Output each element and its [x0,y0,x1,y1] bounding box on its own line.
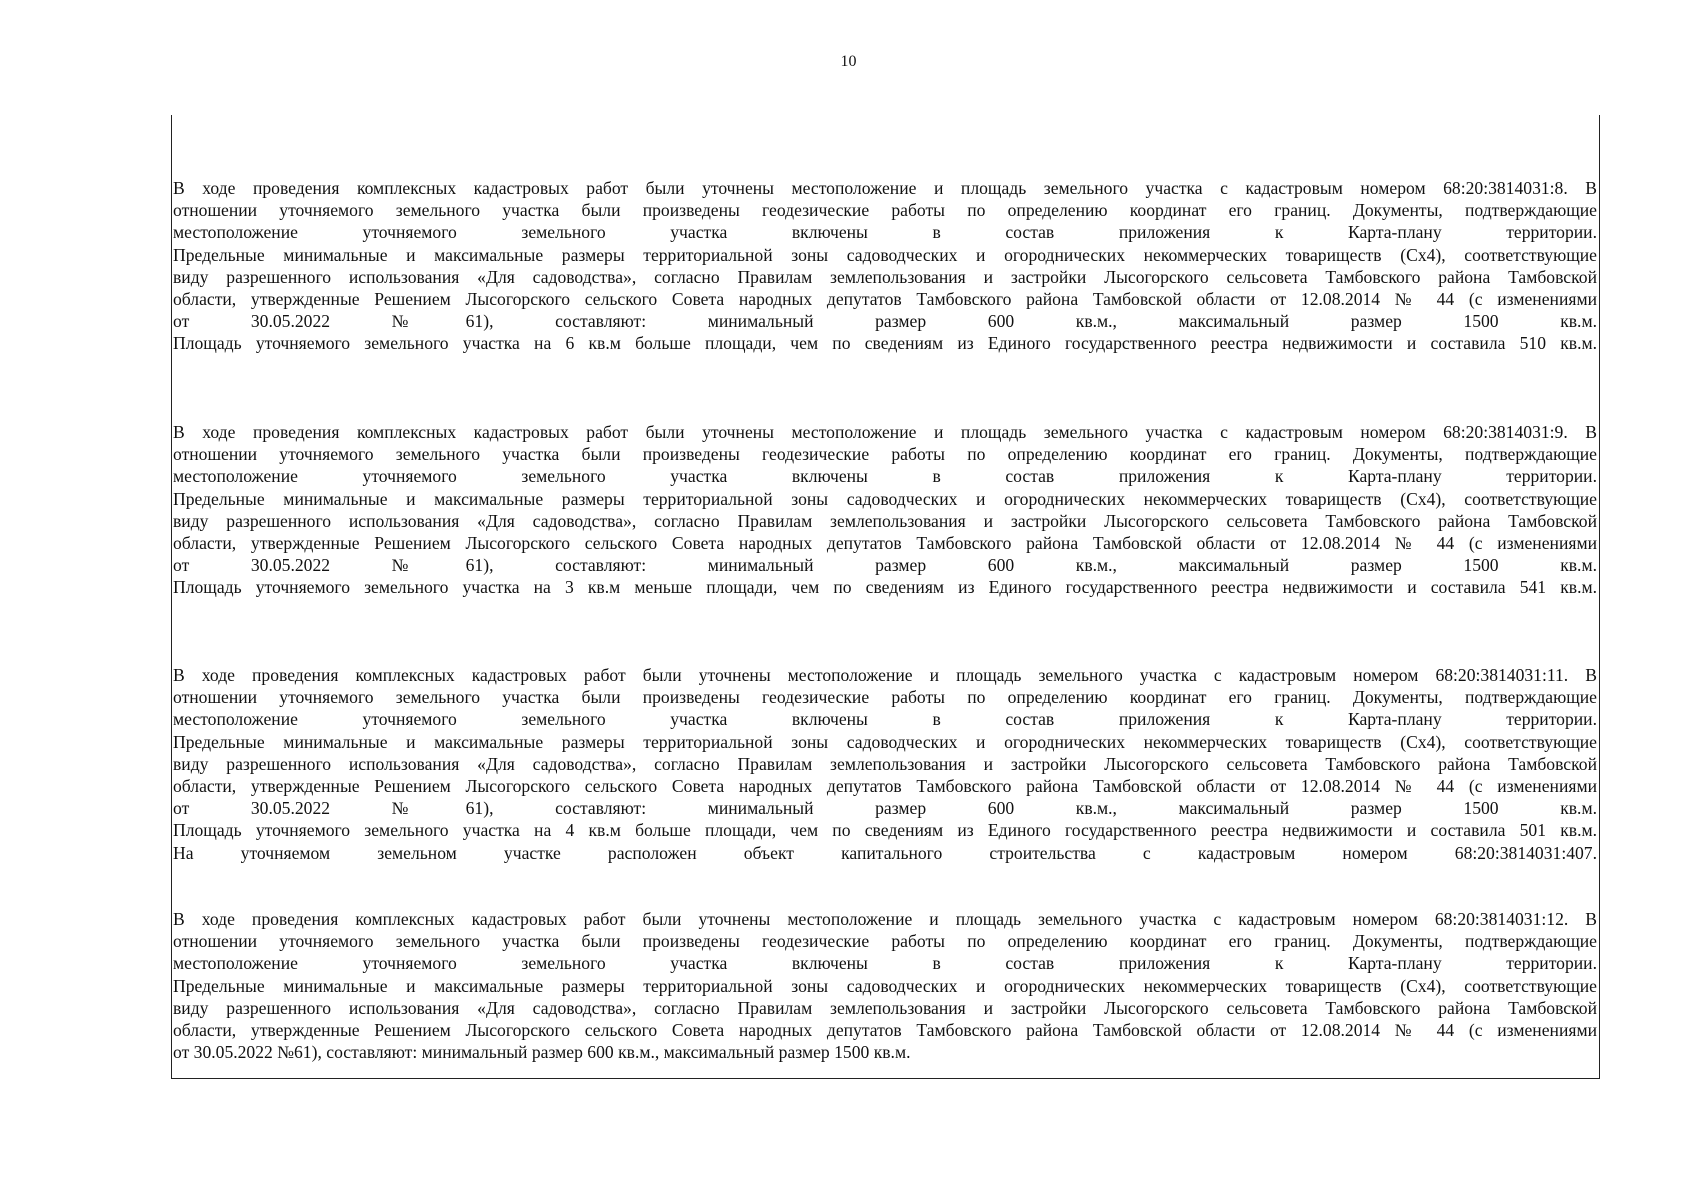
paragraph-line: от 30.05.2022 №61), составляют: минимальный размер 600 кв.м., максимальный размер 1500 кв.м. [173,555,1597,576]
paragraph-line: местоположение уточняемого земельного участка включены в состав приложения к Карта-плану территории. [173,953,1597,974]
paragraph-line: местоположение уточняемого земельного участка включены в состав приложения к Карта-плану территории. [173,709,1597,730]
paragraph-line: области, утвержденные Решением Лысогорского сельского Совета народных депутатов Тамбовского района Тамбовской области от 12.08.2014 № 44 (с изменениями [173,776,1597,797]
paragraph-line: Площадь уточняемого земельного участка на 3 кв.м меньше площади, чем по сведениям из Единого государственного реестра недвижимости и составила 541 кв.м. [173,577,1597,598]
paragraph-line: На уточняемом земельном участке расположен объект капитального строительства с кадастровым номером 68:20:3814031:407. [173,842,1597,863]
paragraph-line: отношении уточняемого земельного участка были произведены геодезические работы по определению координат его границ. Документы, подтверждающие [173,687,1597,708]
paragraph-line: Предельные минимальные и максимальные размеры территориальной зоны садоводческих и огороднических некоммерческих товариществ (Сх4), соответствующие [173,488,1597,509]
paragraph-line: области, утвержденные Решением Лысогорского сельского Совета народных депутатов Тамбовского района Тамбовской области от 12.08.2014 № 44 (с изменениями [173,533,1597,554]
paragraph-line: виду разрешенного использования «Для садоводства», согласно Правилам землепользования и застройки Лысогорского сельсовета Тамбовского района Тамбовской [173,266,1597,287]
paragraph-line: Площадь уточняемого земельного участка на 6 кв.м больше площади, чем по сведениям из Единого государственного реестра недвижимости и составила 510 кв.м. [173,333,1597,354]
paragraph-line: отношении уточняемого земельного участка были произведены геодезические работы по определению координат его границ. Документы, подтверждающие [173,200,1597,221]
paragraph-line: виду разрешенного использования «Для садоводства», согласно Правилам землепользования и застройки Лысогорского сельсовета Тамбовского района Тамбовской [173,997,1597,1018]
paragraph-line: отношении уточняемого земельного участка были произведены геодезические работы по определению координат его границ. Документы, подтверждающие [173,931,1597,952]
paragraph-line: Площадь уточняемого земельного участка на 4 кв.м больше площади, чем по сведениям из Единого государственного реестра недвижимости и составила 501 кв.м. [173,820,1597,841]
paragraph-line: В ходе проведения комплексных кадастровых работ были уточнены местоположение и площадь земельного участка с кадастровым номером 68:20:3814031:11. В [173,665,1597,685]
paragraph-plot-9 [173,421,1597,599]
paragraph-plot-8 [173,177,1597,355]
paragraph-line: местоположение уточняемого земельного участка включены в состав приложения к Карта-плану территории. [173,222,1597,243]
paragraph-line: В ходе проведения комплексных кадастровых работ были уточнены местоположение и площадь земельного участка с кадастровым номером 68:20:3814031:12. В [173,909,1597,929]
paragraph-line: В ходе проведения комплексных кадастровых работ были уточнены местоположение и площадь земельного участка с кадастровым номером 68:20:3814031:9. В [173,422,1597,442]
paragraph-line: В ходе проведения комплексных кадастровых работ были уточнены местоположение и площадь земельного участка с кадастровым номером 68:20:3814031:8. В [173,178,1597,198]
paragraph-plot-11 [173,664,1597,864]
paragraph-line: отношении уточняемого земельного участка были произведены геодезические работы по определению координат его границ. Документы, подтверждающие [173,444,1597,465]
page-number: 10 [840,53,857,70]
paragraph-line: области, утвержденные Решением Лысогорского сельского Совета народных депутатов Тамбовского района Тамбовской области от 12.08.2014 № 44 (с изменениями [173,1020,1597,1041]
paragraph-line: от 30.05.2022 №61), составляют: минимальный размер 600 кв.м., максимальный размер 1500 кв.м. [173,798,1597,819]
paragraph-plot-12 [173,908,1597,1063]
paragraph-line: местоположение уточняемого земельного участка включены в состав приложения к Карта-плану территории. [173,466,1597,487]
paragraph-line: Предельные минимальные и максимальные размеры территориальной зоны садоводческих и огороднических некоммерческих товариществ (Сх4), соответствующие [173,731,1597,752]
paragraph-line: Предельные минимальные и максимальные размеры территориальной зоны садоводческих и огороднических некоммерческих товариществ (Сх4), соответствующие [173,244,1597,265]
paragraph-line: Предельные минимальные и максимальные размеры территориальной зоны садоводческих и огороднических некоммерческих товариществ (Сх4), соответствующие [173,975,1597,996]
paragraph-line: виду разрешенного использования «Для садоводства», согласно Правилам землепользования и застройки Лысогорского сельсовета Тамбовского района Тамбовской [173,510,1597,531]
paragraph-line: области, утвержденные Решением Лысогорского сельского Совета народных депутатов Тамбовского района Тамбовской области от 12.08.2014 № 44 (с изменениями [173,289,1597,310]
paragraph-line: от 30.05.2022 №61), составляют: минимальный размер 600 кв.м., максимальный размер 1500 кв.м. [173,1042,911,1063]
paragraph-line: виду разрешенного использования «Для садоводства», согласно Правилам землепользования и застройки Лысогорского сельсовета Тамбовского района Тамбовской [173,753,1597,774]
paragraph-line: от 30.05.2022 №61), составляют: минимальный размер 600 кв.м., максимальный размер 1500 кв.м. [173,311,1597,332]
